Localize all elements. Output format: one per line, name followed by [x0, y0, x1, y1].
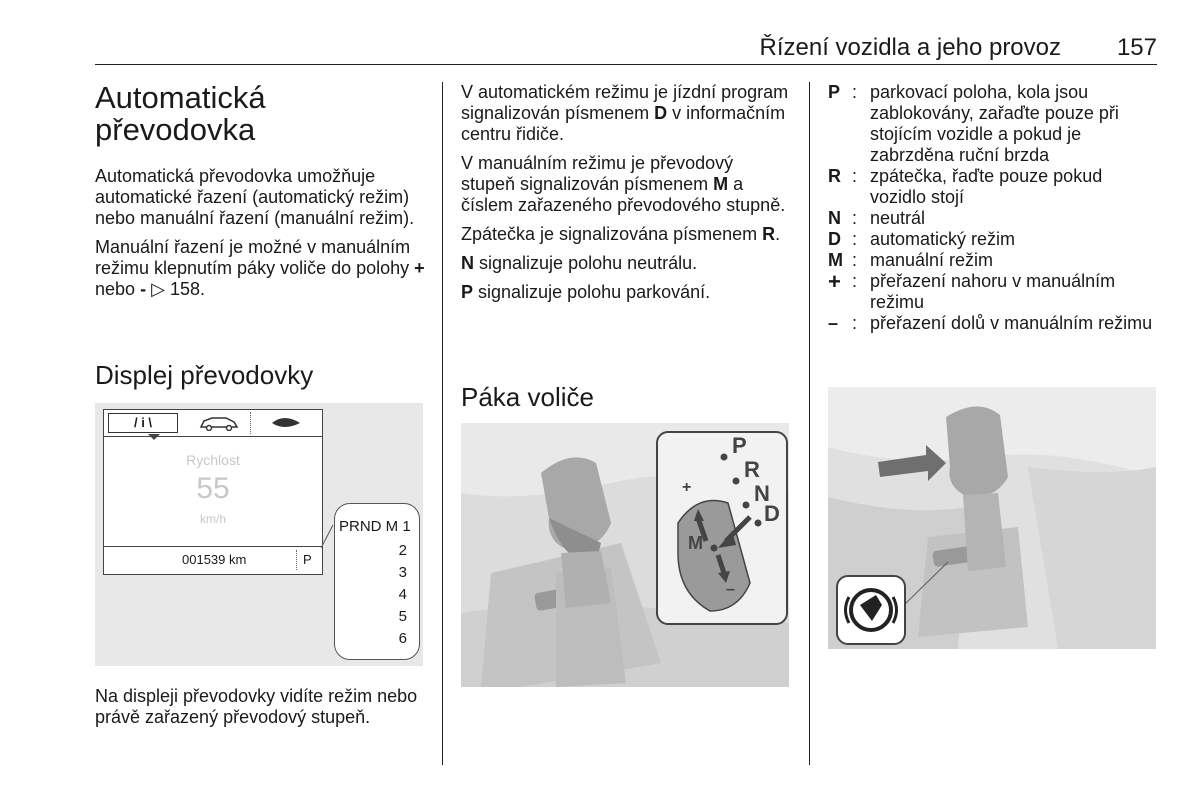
- gear-r-label: R: [744, 457, 760, 482]
- paragraph: P signalizuje polohu parkování.: [461, 282, 711, 302]
- instrument-display: [103, 409, 323, 575]
- gear-d-label: D: [764, 501, 780, 526]
- column-divider: [442, 82, 443, 765]
- paragraph: Automatická převodovka umožňuje automatické řazení (automatický režim) nebo manuální řazení (manuální režim).: [95, 166, 415, 228]
- paragraph: N signalizuje polohu neutrálu.: [461, 253, 698, 273]
- car-icon: [198, 415, 240, 431]
- column-divider: [809, 82, 810, 765]
- selector-lever-figure: [461, 423, 789, 687]
- figure-caption: Na displeji převodovky vidíte režim nebo právě zařazený převodový stupeň.: [95, 686, 418, 727]
- shift-gate-icon: [658, 433, 786, 623]
- page-header: [95, 34, 1157, 65]
- legend-item: R : zpátečka, řaďte pouze pokud vozidlo stojí: [828, 166, 1103, 207]
- paragraph: Manuální řazení je možné v manuálním režimu klepnutím páky voliče do polohy + nebo - ▷ 158.: [95, 237, 425, 299]
- downshift-label: –: [726, 581, 735, 598]
- speed-unit: km/h: [199, 512, 226, 526]
- legend-item: + : přeřazení nahoru v manuálním režimu: [828, 269, 1116, 312]
- road-icon: / i \: [108, 413, 178, 433]
- legend-item: M : manuální režim: [828, 250, 994, 270]
- subsection-heading: Displej převodovky: [95, 360, 314, 390]
- subsection-heading: Páka voliče: [461, 382, 594, 412]
- legend-item: N : neutrál: [828, 208, 926, 228]
- cross-reference-arrow-icon: ▷: [151, 279, 165, 299]
- gear-m-label: M: [688, 533, 703, 553]
- leaf-icon: [270, 415, 302, 431]
- upshift-label: +: [682, 479, 692, 496]
- gear-indicator: P: [303, 552, 312, 567]
- gear-callout: [334, 503, 420, 660]
- speed-value: 55: [196, 472, 230, 505]
- paragraph: V automatickém režimu je jízdní program signalizován písmenem D v informačním centru řidiče.: [461, 82, 789, 144]
- column-1: [95, 82, 425, 308]
- gear-sequence: PRND M 1: [339, 518, 411, 535]
- transmission-display-figure: [95, 403, 423, 666]
- gear-legend: [828, 82, 1158, 334]
- gear-p-label: P: [732, 433, 747, 458]
- page-number: 157: [1116, 34, 1157, 61]
- gear-n-label: N: [754, 481, 770, 506]
- paragraph: V manuálním režimu je převodový stupeň signalizován písmenem M a číslem zařazeného převodového stupně.: [461, 153, 786, 215]
- legend-item: – : přeřazení dolů v manuálním režimu: [828, 313, 1153, 333]
- paragraph: Zpátečka je signalizována písmenem R.: [461, 224, 781, 244]
- section-heading: Automatická převodovka: [95, 80, 266, 147]
- speed-label: Rychlost: [186, 452, 240, 468]
- shift-pattern-inset: [656, 431, 788, 625]
- legend-item: D : automatický režim: [828, 229, 1016, 249]
- parking-brake-figure: [828, 387, 1156, 649]
- parking-brake-icon: [836, 575, 906, 645]
- gear-list: 2 3 4 5 6: [398, 542, 407, 647]
- legend-item: P : parkovací poloha, kola jsou zablokovány, zařaďte pouze při stojícím vozidle a pokud je zabrzděna ruční brzda: [828, 82, 1119, 165]
- column-2: [461, 82, 791, 311]
- odometer: 001539 km: [182, 552, 247, 567]
- running-title: Řízení vozidla a jeho provoz: [759, 34, 1061, 61]
